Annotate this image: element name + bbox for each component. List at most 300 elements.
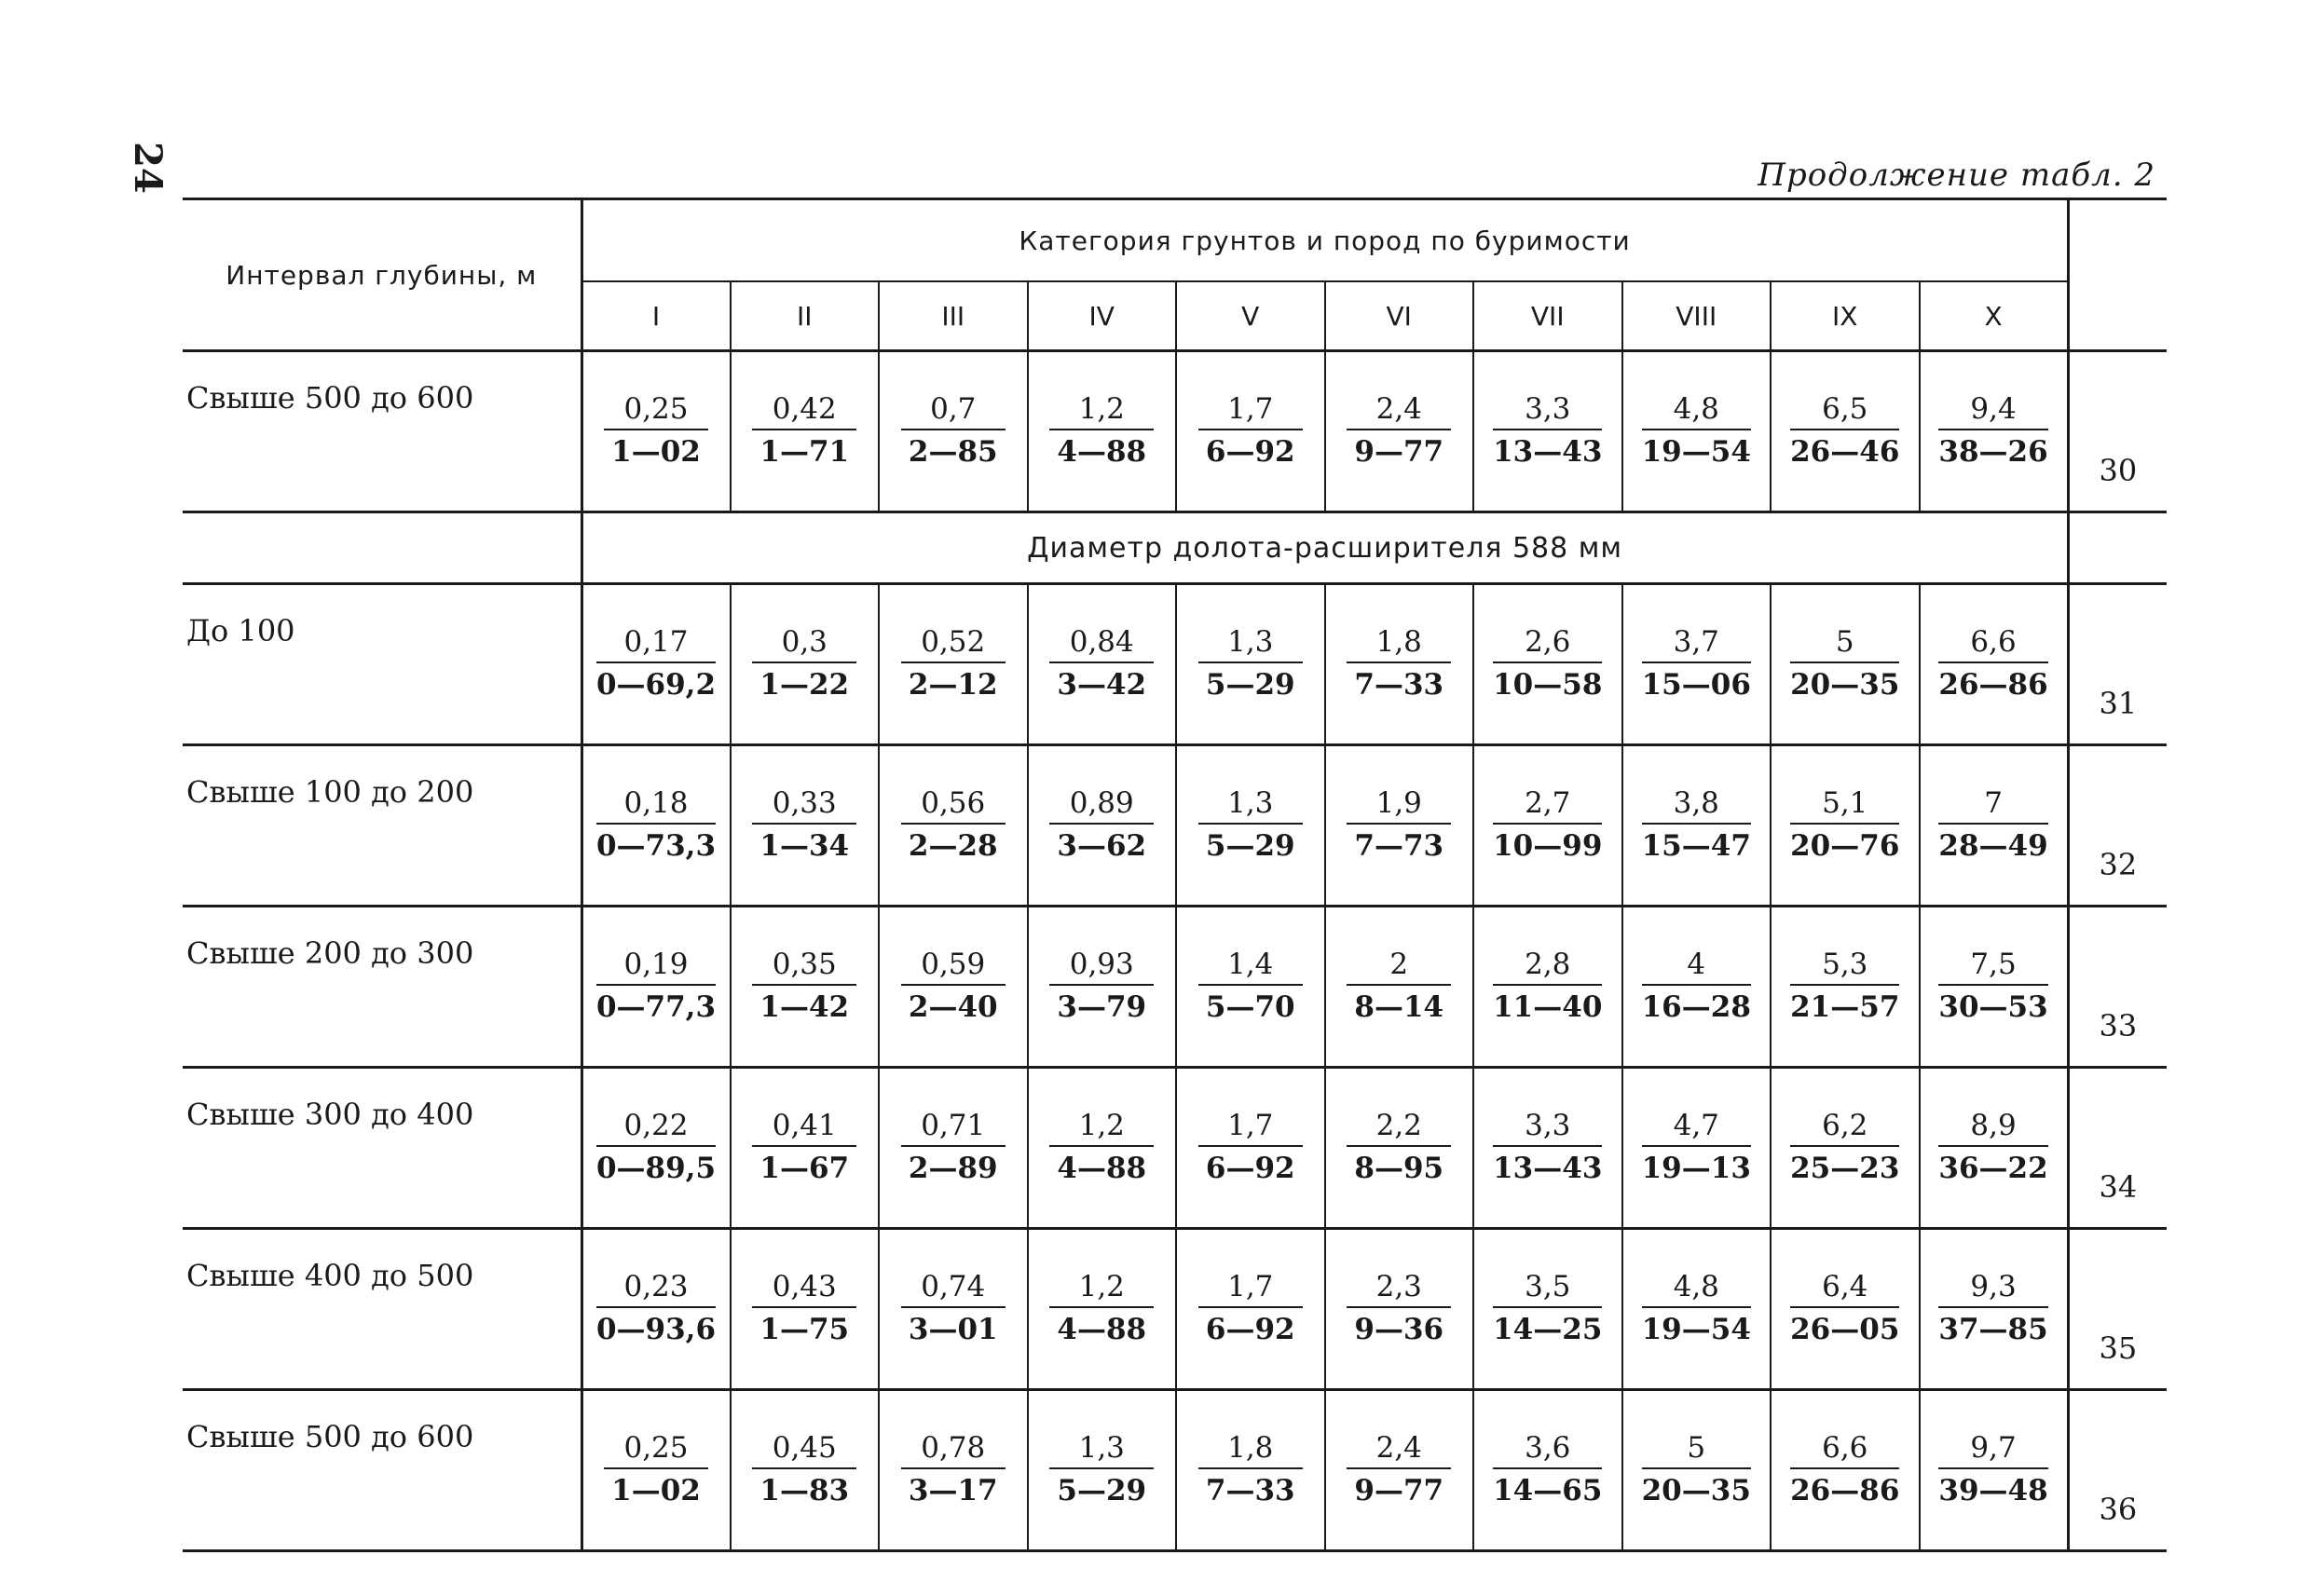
fraction-denominator: 0—89,5 [595,1152,717,1185]
fraction-denominator: 14—25 [1493,1313,1603,1346]
table-cell [879,1068,1028,1229]
fraction-denominator: 6—92 [1205,435,1295,469]
fraction-value [1493,947,1602,1027]
fraction-numerator: 0,35 [752,947,856,986]
fraction-value [1642,1269,1751,1349]
fraction-denominator: 2—85 [908,435,998,469]
fraction-value [1493,391,1602,471]
fraction-numerator: 1,7 [1198,1269,1303,1308]
fraction-denominator: 16—28 [1641,990,1751,1024]
fraction-numerator: 3,7 [1642,624,1751,663]
fraction-denominator: 19—13 [1641,1152,1751,1185]
fraction-value [1938,947,2047,1027]
fraction-denominator: 3—17 [908,1474,998,1507]
table-row [183,1229,2167,1390]
second-block [183,584,2167,1551]
fraction-denominator: 5—29 [1205,668,1295,702]
table-cell [1771,584,1920,745]
header-category-9: IX [1771,281,1920,351]
header-category-10: X [1920,281,2069,351]
fraction-value [1049,391,1154,471]
page-number: 24 [126,142,170,194]
fraction-numerator: 1,2 [1049,1108,1154,1147]
fraction-denominator: 26—86 [1938,668,2048,702]
fraction-denominator: 0—93,6 [595,1313,717,1346]
fraction-denominator: 4—88 [1057,1152,1147,1185]
fraction-numerator: 9,3 [1938,1269,2047,1308]
fraction-value [1347,947,1451,1027]
fraction-value [1347,391,1451,471]
fraction-numerator: 0,17 [596,624,716,663]
fraction-value [1642,624,1751,704]
fraction-numerator: 0,52 [901,624,1006,663]
table-cell [581,1390,731,1551]
table-cell [1028,351,1177,512]
header-category-7: VII [1473,281,1622,351]
fraction-value [1493,624,1602,704]
fraction-numerator: 0,33 [752,785,856,825]
table-cell [879,1229,1028,1390]
fraction-value [1790,785,1899,866]
table-cell [879,584,1028,745]
table-cell [1473,584,1622,745]
table-cell [581,1068,731,1229]
fraction-numerator: 2,2 [1347,1108,1451,1147]
fraction-denominator: 11—40 [1493,990,1603,1024]
table-cell [1920,745,2069,907]
fraction-value [1347,785,1451,866]
fraction-value [1493,1108,1602,1188]
fraction-denominator: 26—46 [1790,435,1900,469]
fraction-value [1049,1269,1154,1349]
fraction-numerator: 0,78 [901,1430,1006,1469]
fraction-denominator: 1—67 [759,1152,850,1185]
fraction-denominator: 1—75 [759,1313,850,1346]
fraction-denominator: 5—29 [1205,829,1295,863]
fraction-value [1642,1430,1751,1510]
fraction-numerator: 5,3 [1790,947,1899,986]
fraction-numerator: 6,6 [1938,624,2047,663]
row-number: 35 [2068,1229,2167,1390]
table-cell [1622,1229,1772,1390]
fraction-numerator: 8,9 [1938,1108,2047,1147]
fraction-value [596,1269,716,1349]
fraction-value [1642,391,1751,471]
fraction-denominator: 8—14 [1354,990,1444,1024]
row-number: 34 [2068,1068,2167,1229]
fraction-denominator: 3—79 [1057,990,1147,1024]
fraction-denominator: 1—34 [759,829,850,863]
fraction-value [1493,1430,1602,1510]
table-cell [1771,1068,1920,1229]
fraction-denominator: 0—69,2 [595,668,717,702]
header-category-3: III [879,281,1028,351]
fraction-denominator: 4—88 [1057,435,1147,469]
fraction-denominator: 36—22 [1938,1152,2048,1185]
section-divider [183,512,2167,584]
row-interval-label: Свыше 200 до 300 [183,907,581,1068]
fraction-numerator: 0,93 [1049,947,1154,986]
fraction-denominator: 9—77 [1354,435,1444,469]
fraction-numerator: 2,6 [1493,624,1602,663]
header-category-4: IV [1028,281,1177,351]
fraction-denominator: 1—02 [611,1474,701,1507]
fraction-denominator: 10—99 [1493,829,1603,863]
fraction-numerator: 3,5 [1493,1269,1602,1308]
fraction-denominator: 28—49 [1938,829,2048,863]
fraction-numerator: 1,7 [1198,391,1303,430]
fraction-numerator: 0,19 [596,947,716,986]
fraction-denominator: 19—54 [1641,435,1751,469]
fraction-denominator: 0—77,3 [595,990,717,1024]
table-cell [1325,584,1474,745]
fraction-value [1347,1108,1451,1188]
fraction-denominator: 1—71 [759,435,850,469]
fraction-value [752,947,856,1027]
table-cell [879,745,1028,907]
fraction-value [1347,1269,1451,1349]
table-cell [1920,1229,2069,1390]
fraction-numerator: 4,8 [1642,391,1751,430]
fraction-numerator: 0,74 [901,1269,1006,1308]
fraction-value [596,785,716,866]
fraction-value [1347,624,1451,704]
fraction-numerator: 4,7 [1642,1108,1751,1147]
table-cell [1622,584,1772,745]
table-cell [731,1068,880,1229]
fraction-denominator: 13—43 [1493,435,1603,469]
table-cell [1028,745,1177,907]
table-cell [1473,1068,1622,1229]
fraction-numerator: 0,45 [752,1430,856,1469]
fraction-numerator: 0,25 [604,1430,708,1469]
table-cell [1622,745,1772,907]
fraction-numerator: 5,1 [1790,785,1899,825]
fraction-denominator: 9—77 [1354,1474,1444,1507]
fraction-denominator: 9—36 [1354,1313,1444,1346]
fraction-denominator: 15—06 [1641,668,1751,702]
row-number: 30 [2068,351,2167,512]
fraction-value [1049,624,1154,704]
fraction-denominator: 3—01 [908,1313,998,1346]
row-interval-label: Свыше 100 до 200 [183,745,581,907]
fraction-numerator: 0,23 [596,1269,716,1308]
fraction-value [596,947,716,1027]
fraction-value [1642,947,1751,1027]
fraction-value [901,1108,1006,1188]
table-cell [1920,351,2069,512]
table-cell [1176,1390,1325,1551]
table-cell [1325,351,1474,512]
fraction-numerator: 0,3 [752,624,856,663]
fraction-value [1198,1108,1303,1188]
fraction-numerator: 1,2 [1049,1269,1154,1308]
table-cell [731,1390,880,1551]
fraction-denominator: 21—57 [1790,990,1900,1024]
fraction-denominator: 39—48 [1938,1474,2048,1507]
fraction-value [1938,1108,2047,1188]
fraction-denominator: 7—33 [1354,668,1444,702]
table-row [183,584,2167,745]
row-interval-label: Свыше 400 до 500 [183,1229,581,1390]
header-category-5: V [1176,281,1325,351]
table-cell [1028,584,1177,745]
drilling-rate-table [183,198,2167,1552]
table-cell [1920,584,2069,745]
table-cell [731,745,880,907]
fraction-value [752,391,856,471]
fraction-value [901,947,1006,1027]
fraction-numerator: 4 [1642,947,1751,986]
fraction-value [1938,785,2047,866]
fraction-denominator: 2—28 [908,829,998,863]
fraction-denominator: 15—47 [1641,829,1751,863]
fraction-numerator: 5 [1790,624,1899,663]
table-cell [1176,1229,1325,1390]
fraction-denominator: 2—12 [908,668,998,702]
fraction-value [604,391,708,471]
table-cell [581,584,731,745]
row-number: 36 [2068,1390,2167,1551]
table-row [183,1390,2167,1551]
fraction-denominator: 13—43 [1493,1152,1603,1185]
fraction-value [752,624,856,704]
table-cell [1176,584,1325,745]
table-cell [1622,1390,1772,1551]
fraction-numerator: 1,9 [1347,785,1451,825]
fraction-numerator: 1,4 [1198,947,1303,986]
fraction-numerator: 1,3 [1198,624,1303,663]
table-cell [1176,351,1325,512]
fraction-numerator: 7 [1938,785,2047,825]
table-cell [1622,1068,1772,1229]
table-cell [1473,351,1622,512]
fraction-numerator: 6,5 [1790,391,1899,430]
first-block [183,351,2167,512]
fraction-numerator: 0,18 [596,785,716,825]
fraction-value [1938,1430,2047,1510]
fraction-denominator: 1—83 [759,1474,850,1507]
table-cell [1622,351,1772,512]
fraction-value [1790,947,1899,1027]
table-cell [1325,1390,1474,1551]
fraction-numerator: 3,3 [1493,391,1602,430]
table-cell [731,907,880,1068]
fraction-denominator: 20—35 [1641,1474,1751,1507]
fraction-numerator: 2,4 [1347,391,1451,430]
table-cell [1920,907,2069,1068]
fraction-value [752,1269,856,1349]
table-row [183,745,2167,907]
table-cell [1771,1229,1920,1390]
table-cell [1920,1390,2069,1551]
table-cell [1473,1390,1622,1551]
fraction-value [1642,785,1751,866]
fraction-value [901,1430,1006,1510]
table-cell [1473,1229,1622,1390]
section-title: Диаметр долота-расширителя 588 мм [581,512,2068,584]
fraction-value [1790,1430,1899,1510]
table-cell [1028,1229,1177,1390]
fraction-denominator: 6—92 [1205,1152,1295,1185]
fraction-numerator: 2,4 [1347,1430,1451,1469]
fraction-value [1493,785,1602,866]
table-cell [731,351,880,512]
header-category-6: VI [1325,281,1474,351]
fraction-denominator: 6—92 [1205,1313,1295,1346]
fraction-value [1049,947,1154,1027]
fraction-value [1347,1430,1451,1510]
fraction-denominator: 5—70 [1205,990,1295,1024]
fraction-numerator: 0,89 [1049,785,1154,825]
header-row-number-blank [2068,199,2167,282]
fraction-numerator: 4,8 [1642,1269,1751,1308]
fraction-numerator: 9,7 [1938,1430,2047,1469]
row-interval-label: Свыше 300 до 400 [183,1068,581,1229]
fraction-value [1198,624,1303,704]
fraction-denominator: 5—29 [1057,1474,1147,1507]
fraction-denominator: 38—26 [1938,435,2048,469]
fraction-numerator: 6,6 [1790,1430,1899,1469]
table-cell [1473,745,1622,907]
table-cell [581,745,731,907]
table-row [183,1068,2167,1229]
fraction-value [1198,947,1303,1027]
fraction-value [1198,1269,1303,1349]
fraction-denominator: 10—58 [1493,668,1603,702]
table-cell [1028,1390,1177,1551]
fraction-numerator: 6,2 [1790,1108,1899,1147]
fraction-value [1938,624,2047,704]
fraction-value [596,1108,716,1188]
fraction-numerator: 0,43 [752,1269,856,1308]
table-header [183,199,2167,351]
fraction-value [1938,1269,2047,1349]
table-cell [879,1390,1028,1551]
fraction-numerator: 1,8 [1347,624,1451,663]
section-right-blank [2068,512,2167,584]
row-interval-label: Свыше 500 до 600 [183,351,581,512]
table-cell [1920,1068,2069,1229]
table-cell [1028,907,1177,1068]
fraction-denominator: 37—85 [1938,1313,2048,1346]
table-cell [581,351,731,512]
fraction-value [596,624,716,704]
fraction-numerator: 0,41 [752,1108,856,1147]
fraction-numerator: 2,7 [1493,785,1602,825]
fraction-denominator: 26—86 [1790,1474,1900,1507]
fraction-value [901,624,1006,704]
table-cell [1325,1229,1474,1390]
header-category: Категория грунтов и пород по буримости [581,199,2068,282]
table-row [183,907,2167,1068]
table-cell [879,907,1028,1068]
fraction-numerator: 0,22 [596,1108,716,1147]
fraction-numerator: 0,7 [901,391,1006,430]
fraction-numerator: 7,5 [1938,947,2047,986]
fraction-value [604,1430,708,1510]
fraction-value [1198,1430,1303,1510]
header-category-2: II [731,281,880,351]
row-number: 32 [2068,745,2167,907]
fraction-numerator: 1,2 [1049,391,1154,430]
header-category-1: I [581,281,731,351]
fraction-value [1198,391,1303,471]
fraction-denominator: 25—23 [1790,1152,1900,1185]
fraction-numerator: 1,3 [1049,1430,1154,1469]
fraction-value [901,1269,1006,1349]
fraction-numerator: 1,8 [1198,1430,1303,1469]
table-cell [1622,907,1772,1068]
table-cell [1028,1068,1177,1229]
fraction-numerator: 2 [1347,947,1451,986]
row-number: 33 [2068,907,2167,1068]
fraction-numerator: 0,84 [1049,624,1154,663]
fraction-numerator: 0,42 [752,391,856,430]
fraction-denominator: 19—54 [1641,1313,1751,1346]
fraction-denominator: 1—42 [759,990,850,1024]
header-category-8: VIII [1622,281,1772,351]
fraction-denominator: 1—02 [611,435,701,469]
table-cell [731,584,880,745]
table-cell [1176,1068,1325,1229]
row-number: 31 [2068,584,2167,745]
fraction-denominator: 20—35 [1790,668,1900,702]
fraction-denominator: 0—73,3 [595,829,717,863]
fraction-denominator: 7—73 [1354,829,1444,863]
fraction-value [1493,1269,1602,1349]
fraction-denominator: 4—88 [1057,1313,1147,1346]
header-row-number-blank-lower [2068,281,2167,351]
fraction-numerator: 0,59 [901,947,1006,986]
fraction-numerator: 0,56 [901,785,1006,825]
table-cell [1176,745,1325,907]
fraction-value [752,1108,856,1188]
table-row [183,351,2167,512]
fraction-numerator: 5 [1642,1430,1751,1469]
fraction-denominator: 7—33 [1205,1474,1295,1507]
table-continuation-caption: Продолжение табл. 2 [1758,157,2155,194]
fraction-value [1049,1430,1154,1510]
fraction-value [1790,624,1899,704]
fraction-value [1790,1269,1899,1349]
table-cell [581,907,731,1068]
fraction-value [1790,391,1899,471]
fraction-value [752,785,856,866]
fraction-numerator: 1,7 [1198,1108,1303,1147]
fraction-value [1198,785,1303,866]
fraction-denominator: 1—22 [759,668,850,702]
fraction-numerator: 1,3 [1198,785,1303,825]
table-cell [1771,907,1920,1068]
fraction-value [752,1430,856,1510]
fraction-value [901,785,1006,866]
table-cell [1771,1390,1920,1551]
table-cell [1473,907,1622,1068]
fraction-denominator: 2—89 [908,1152,998,1185]
fraction-numerator: 3,8 [1642,785,1751,825]
fraction-numerator: 2,8 [1493,947,1602,986]
table-cell [581,1229,731,1390]
fraction-value [1049,1108,1154,1188]
table-cell [1771,351,1920,512]
fraction-numerator: 0,25 [604,391,708,430]
section-left-blank [183,512,581,584]
table-cell [1176,907,1325,1068]
header-interval: Интервал глубины, м [183,199,581,351]
fraction-denominator: 2—40 [908,990,998,1024]
fraction-denominator: 3—42 [1057,668,1147,702]
